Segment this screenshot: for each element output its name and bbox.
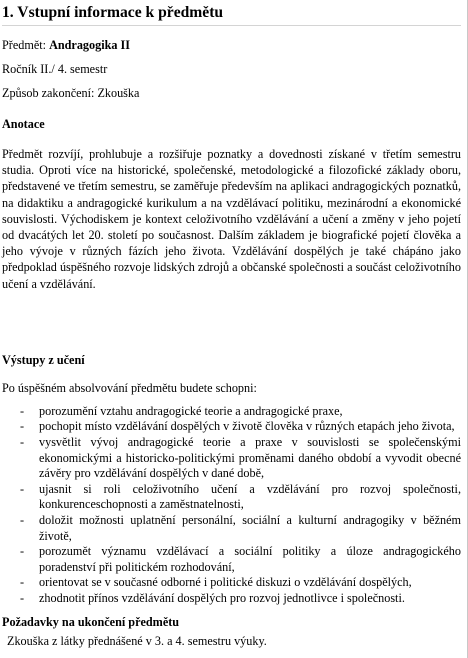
- list-item: - ujasnit si roli celoživotního učení a vzdělávání pro rozvoj společnosti, konkurenceschopnosti a zaměstnatelnosti,: [20, 481, 461, 512]
- completion-label: Způsob zakončení:: [2, 86, 95, 100]
- bullet-dash: -: [20, 544, 25, 559]
- bullet-dash: -: [20, 512, 25, 527]
- anotace-text: Předmět rozvíjí, prohlubuje a rozšiřuje poznatky a dovednosti získané v třetím semestru studia. Oproti více na historické, společenské, metodologické a filozofické základy oboru, představené ve třetím semestru, se zaměřuje především na aplikaci andragogických poznatků, na didaktiku a andragogické kurikulum a na vzdělávací politiku, mezinárodní a ekonomické souvislosti. Východiskem je kontext celoživotního vzdělávání a učení a změny v jeho pojetí od dvacátých let 20. století po současnost. Dalším základem je biografické pojetí člověka a jeho vývoje v různých fázích jeho života. Vzdělávání dospělých je také chápáno jako předpoklad úspěšného rozvoje lidských zdrojů a občanské společnosti a součást celoživotního učení a vzdělávání.: [2, 147, 461, 291]
- bullet-dash: -: [20, 403, 25, 418]
- list-item: - zhodnotit přínos vzdělávání dospělých pro rozvoj jednotlivce i společnosti.: [20, 590, 405, 605]
- list-item: - doložit možnosti uplatnění personální, sociální a kulturní andragogiky v běžném životě,: [20, 512, 461, 543]
- bullet-dash: -: [20, 435, 25, 450]
- pozadavky-heading: Požadavky na ukončení předmětu: [2, 614, 180, 629]
- vystupy-lead: Po úspěšném absolvování předmětu budete schopni:: [2, 380, 257, 395]
- bullet-dash: -: [20, 590, 25, 605]
- list-item: - porozumění vztahu andragogické teorie a andragogické praxe,: [20, 403, 343, 418]
- bullet-dash: -: [20, 481, 25, 496]
- list-item: - pochopit místo vzdělávání dospělých v životě člověka v různých etapách jeho života,: [20, 419, 455, 434]
- pozadavky-text: Zkouška z látky přednášené v 3. a 4. semestru výuky.: [7, 633, 267, 648]
- anotace-heading: Anotace: [2, 117, 45, 131]
- subject-value: Andragogika II: [49, 38, 130, 52]
- list-item: - orientovat se v současné odborné i politické diskuzi o vzdělávání dospělých,: [20, 575, 412, 590]
- list-item: - vysvětlit vývoj andragogické teorie a praxe v souvislosti se společenskými ekonomickými a historicko-politickými proměnami daného období a vyvodit obecné závěry pro vzdělávání dospělých v dané době,: [20, 435, 461, 481]
- page-title: 1. Vstupní informace k předmětu: [2, 0, 461, 26]
- outcomes-list: [2, 404, 461, 607]
- year-line: Ročník II./ 4. semestr: [2, 62, 108, 76]
- completion-line: [2, 85, 461, 101]
- bullet-dash: -: [20, 419, 25, 434]
- bullet-dash: -: [20, 575, 25, 590]
- completion-value: Zkouška: [97, 86, 140, 100]
- subject-line: [2, 37, 461, 53]
- vystupy-heading: Výstupy z učení: [2, 352, 85, 367]
- list-item: - porozumět významu vzdělávací a sociální politiky a úloze andragogického poradenství při politickém rozhodování,: [20, 544, 461, 574]
- subject-label: Předmět:: [2, 38, 47, 52]
